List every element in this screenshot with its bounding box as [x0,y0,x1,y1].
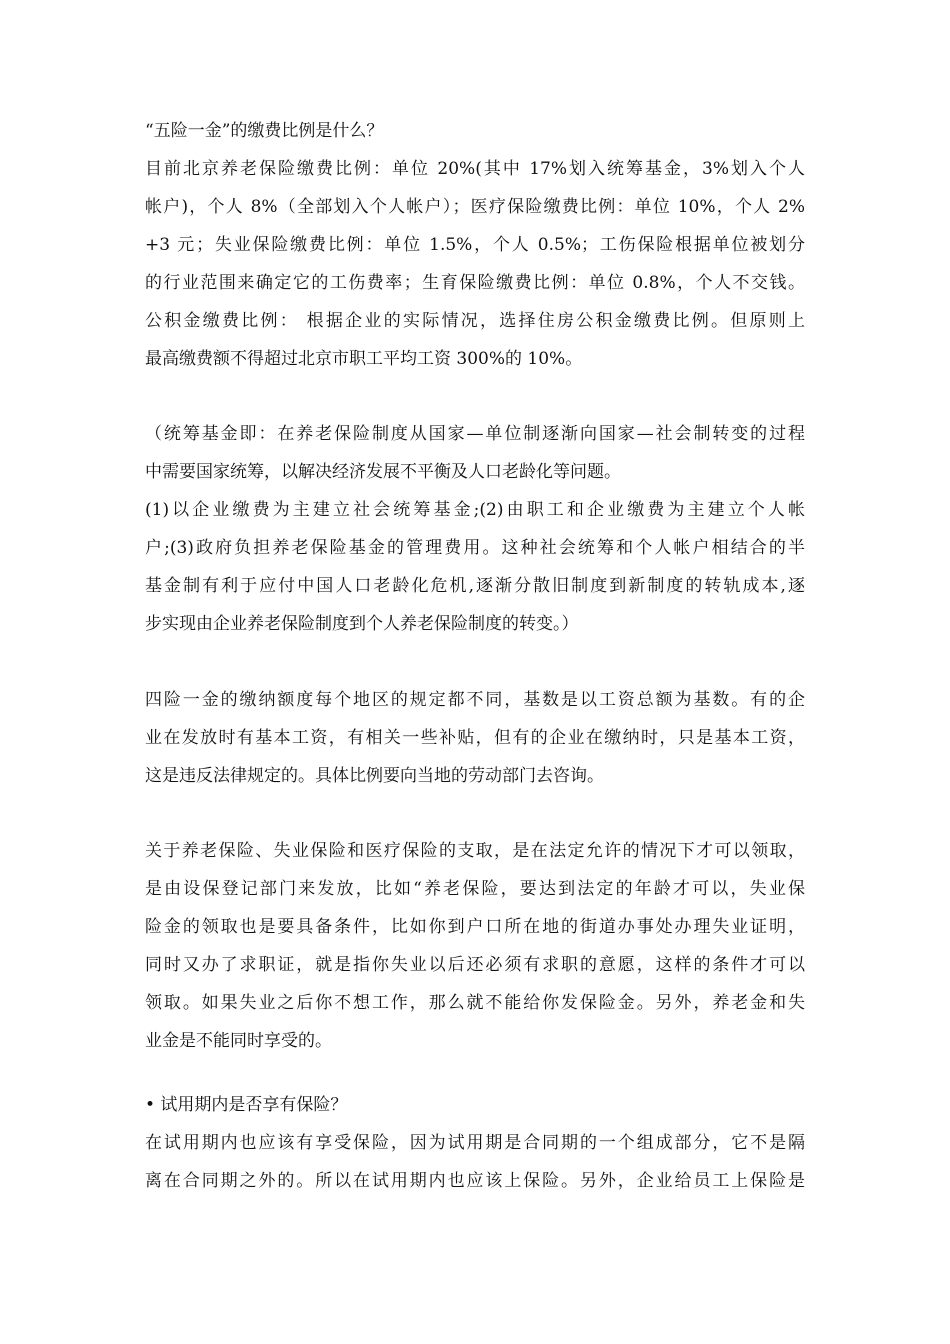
text-line: 在试用期内也应该有享受保险，因为试用期是合同期的一个组成部分，它不是隔 [145,1133,805,1153]
question-heading-1: “五险一金”的缴费比例是什么？ [145,121,384,141]
text-line: +3 元；失业保险缴费比例：单位 1.5%，个人 0.5%；工伤保险根据单位被划分 [145,235,805,255]
text-line: 这是违反法律规定的。具体比例要向当地的劳动部门去咨询。 [145,766,604,786]
text-line: 业在发放时有基本工资，有相关一些补贴，但有的企业在缴纳时，只是基本工资， [145,728,805,748]
text-line: 户;(3)政府负担养老保险基金的管理费用。这种社会统筹和个人帐户相结合的半 [145,538,805,558]
text-line: （统筹基金即：在养老保险制度从国家—单位制逐渐向国家—社会制转变的过程 [145,424,805,444]
text-line: 四险一金的缴纳额度每个地区的规定都不同，基数是以工资总额为基数。有的企 [145,690,805,710]
text-line: 目前北京养老保险缴费比例：单位 20%(其中 17%划入统筹基金，3%划入个人 [145,159,805,179]
text-line: 同时又办了求职证，就是指你失业以后还必须有求职的意愿，这样的条件才可以 [145,955,805,975]
text-line: 业金是不能同时享受的。 [145,1031,332,1051]
text-line: 领取。如果失业之后你不想工作，那么就不能给你发保险金。另外，养老金和失 [145,993,805,1013]
text-line: 帐户)，个人 8%（全部划入个人帐户）；医疗保险缴费比例：单位 10%，个人 2% [145,197,805,217]
text-line: 最高缴费额不得超过北京市职工平均工资 300%的 10%。 [145,349,583,369]
text-line: 关于养老保险、失业保险和医疗保险的支取，是在法定允许的情况下才可以领取， [145,841,805,861]
text-line: 离在合同期之外的。所以在试用期内也应该上保险。另外，企业给员工上保险是 [145,1171,805,1191]
text-line: 中需要国家统筹，以解决经济发展不平衡及人口老龄化等问题。 [145,462,621,482]
text-line: 步实现由企业养老保险制度到个人养老保险制度的转变。） [145,614,579,634]
text-line: 的行业范围来确定它的工伤费率；生育保险缴费比例：单位 0.8%，个人不交钱。 [145,273,805,293]
text-line: (1)以企业缴费为主建立社会统筹基金;(2)由职工和企业缴费为主建立个人帐 [145,500,805,520]
text-line: 基金制有利于应付中国人口老龄化危机,逐渐分散旧制度到新制度的转轨成本,逐 [145,576,805,596]
text-line: 公积金缴费比例： 根据企业的实际情况，选择住房公积金缴费比例。但原则上 [145,311,805,331]
text-line: 险金的领取也是要具备条件，比如你到户口所在地的街道办事处办理失业证明， [145,917,805,937]
text-line: 是由设保登记部门来发放，比如“养老保险，要达到法定的年龄才可以，失业保 [145,879,805,899]
question-heading-2: • 试用期内是否享有保险？ [145,1095,348,1115]
